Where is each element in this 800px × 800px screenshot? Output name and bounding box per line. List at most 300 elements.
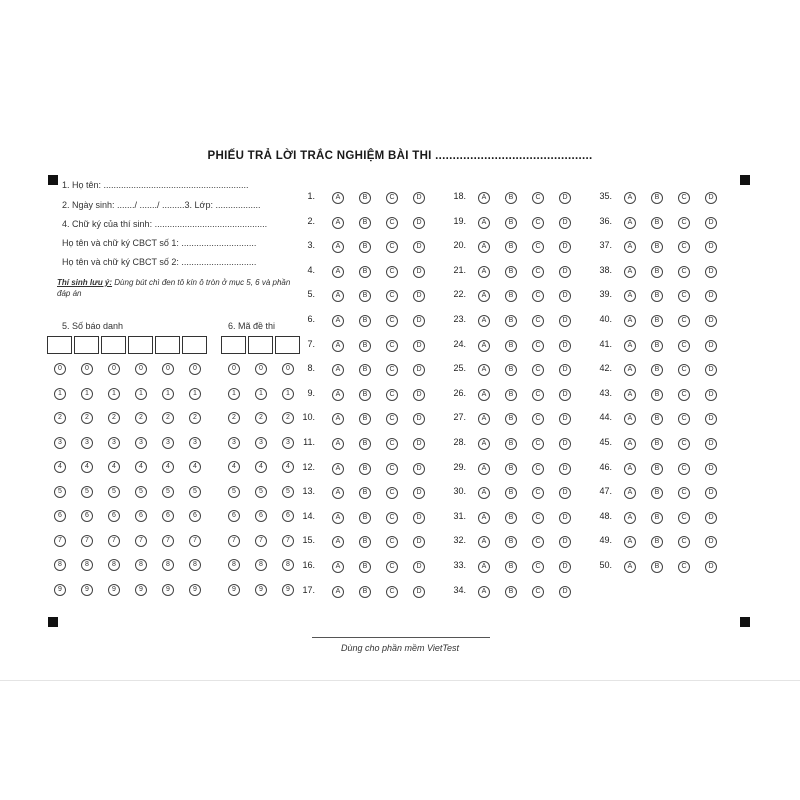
student-id-bubble[interactable]: 0 bbox=[189, 363, 201, 375]
student-id-bubble[interactable]: 1 bbox=[54, 388, 66, 400]
answer-bubble[interactable]: A bbox=[624, 217, 636, 229]
answer-bubble[interactable]: A bbox=[332, 586, 344, 598]
student-id-bubble[interactable]: 8 bbox=[81, 559, 93, 571]
answer-bubble[interactable]: C bbox=[386, 438, 398, 450]
student-id-bubble[interactable]: 5 bbox=[189, 486, 201, 498]
answer-bubble[interactable]: A bbox=[478, 192, 490, 204]
answer-bubble[interactable]: C bbox=[386, 586, 398, 598]
answer-bubble[interactable]: A bbox=[478, 266, 490, 278]
answer-bubble[interactable]: C bbox=[678, 512, 690, 524]
answer-bubble[interactable]: A bbox=[478, 241, 490, 253]
answer-bubble[interactable]: A bbox=[478, 536, 490, 548]
answer-bubble[interactable]: A bbox=[478, 217, 490, 229]
answer-bubble[interactable]: A bbox=[624, 536, 636, 548]
answer-bubble[interactable]: A bbox=[478, 487, 490, 499]
answer-bubble[interactable]: B bbox=[505, 192, 517, 204]
student-id-box[interactable] bbox=[155, 336, 180, 354]
answer-bubble[interactable]: D bbox=[705, 389, 717, 401]
answer-bubble[interactable]: D bbox=[559, 340, 571, 352]
answer-bubble[interactable]: C bbox=[678, 364, 690, 376]
student-id-bubble[interactable]: 3 bbox=[189, 437, 201, 449]
answer-bubble[interactable]: D bbox=[413, 413, 425, 425]
answer-bubble[interactable]: A bbox=[332, 364, 344, 376]
answer-bubble[interactable]: C bbox=[678, 561, 690, 573]
exam-code-bubble[interactable]: 8 bbox=[255, 559, 267, 571]
answer-bubble[interactable]: B bbox=[359, 217, 371, 229]
answer-bubble[interactable]: D bbox=[413, 364, 425, 376]
student-id-bubble[interactable]: 0 bbox=[54, 363, 66, 375]
answer-bubble[interactable]: A bbox=[332, 463, 344, 475]
answer-bubble[interactable]: B bbox=[359, 512, 371, 524]
student-id-box[interactable] bbox=[101, 336, 126, 354]
answer-bubble[interactable]: B bbox=[359, 413, 371, 425]
answer-bubble[interactable]: D bbox=[705, 438, 717, 450]
answer-bubble[interactable]: A bbox=[478, 290, 490, 302]
answer-bubble[interactable]: D bbox=[413, 487, 425, 499]
student-id-bubble[interactable]: 1 bbox=[108, 388, 120, 400]
student-id-bubble[interactable]: 2 bbox=[108, 412, 120, 424]
answer-bubble[interactable]: C bbox=[386, 266, 398, 278]
student-id-box[interactable] bbox=[182, 336, 207, 354]
student-id-bubble[interactable]: 4 bbox=[135, 461, 147, 473]
answer-bubble[interactable]: C bbox=[678, 463, 690, 475]
answer-bubble[interactable]: B bbox=[505, 487, 517, 499]
answer-bubble[interactable]: C bbox=[532, 266, 544, 278]
answer-bubble[interactable]: A bbox=[478, 438, 490, 450]
answer-bubble[interactable]: D bbox=[705, 364, 717, 376]
exam-code-bubble[interactable]: 4 bbox=[282, 461, 294, 473]
answer-bubble[interactable]: D bbox=[705, 487, 717, 499]
answer-bubble[interactable]: B bbox=[359, 561, 371, 573]
answer-bubble[interactable]: D bbox=[559, 364, 571, 376]
answer-bubble[interactable]: B bbox=[651, 241, 663, 253]
student-id-bubble[interactable]: 2 bbox=[162, 412, 174, 424]
exam-code-bubble[interactable]: 3 bbox=[255, 437, 267, 449]
exam-code-bubble[interactable]: 2 bbox=[228, 412, 240, 424]
answer-bubble[interactable]: D bbox=[559, 315, 571, 327]
answer-bubble[interactable]: C bbox=[678, 438, 690, 450]
answer-bubble[interactable]: D bbox=[559, 217, 571, 229]
answer-bubble[interactable]: A bbox=[624, 266, 636, 278]
answer-bubble[interactable]: A bbox=[624, 438, 636, 450]
answer-bubble[interactable]: A bbox=[478, 364, 490, 376]
answer-bubble[interactable]: B bbox=[651, 340, 663, 352]
exam-code-bubble[interactable]: 5 bbox=[282, 486, 294, 498]
exam-code-bubble[interactable]: 5 bbox=[228, 486, 240, 498]
student-id-bubble[interactable]: 3 bbox=[54, 437, 66, 449]
answer-bubble[interactable]: D bbox=[413, 217, 425, 229]
answer-bubble[interactable]: C bbox=[386, 389, 398, 401]
answer-bubble[interactable]: C bbox=[532, 487, 544, 499]
answer-bubble[interactable]: D bbox=[705, 241, 717, 253]
answer-bubble[interactable]: C bbox=[678, 315, 690, 327]
answer-bubble[interactable]: C bbox=[386, 463, 398, 475]
answer-bubble[interactable]: D bbox=[559, 561, 571, 573]
answer-bubble[interactable]: C bbox=[678, 389, 690, 401]
answer-bubble[interactable]: A bbox=[332, 512, 344, 524]
student-id-bubble[interactable]: 4 bbox=[162, 461, 174, 473]
answer-bubble[interactable]: C bbox=[386, 413, 398, 425]
student-id-bubble[interactable]: 9 bbox=[189, 584, 201, 596]
answer-bubble[interactable]: B bbox=[359, 315, 371, 327]
student-id-bubble[interactable]: 6 bbox=[162, 510, 174, 522]
student-id-bubble[interactable]: 6 bbox=[54, 510, 66, 522]
answer-bubble[interactable]: B bbox=[651, 561, 663, 573]
answer-bubble[interactable]: A bbox=[332, 192, 344, 204]
answer-bubble[interactable]: B bbox=[505, 315, 517, 327]
answer-bubble[interactable]: A bbox=[332, 217, 344, 229]
answer-bubble[interactable]: B bbox=[359, 487, 371, 499]
answer-bubble[interactable]: C bbox=[678, 241, 690, 253]
answer-bubble[interactable]: D bbox=[413, 389, 425, 401]
exam-code-bubble[interactable]: 8 bbox=[228, 559, 240, 571]
answer-bubble[interactable]: D bbox=[413, 266, 425, 278]
answer-bubble[interactable]: C bbox=[532, 241, 544, 253]
answer-bubble[interactable]: B bbox=[359, 586, 371, 598]
candidate-note bbox=[57, 277, 297, 299]
answer-bubble[interactable]: A bbox=[624, 340, 636, 352]
student-id-box[interactable] bbox=[128, 336, 153, 354]
answer-bubble[interactable]: D bbox=[705, 463, 717, 475]
exam-code-bubble[interactable]: 7 bbox=[282, 535, 294, 547]
student-id-bubble[interactable]: 9 bbox=[162, 584, 174, 596]
answer-bubble[interactable]: B bbox=[505, 290, 517, 302]
answer-bubble[interactable]: D bbox=[413, 438, 425, 450]
student-id-bubble[interactable]: 3 bbox=[162, 437, 174, 449]
answer-bubble[interactable]: B bbox=[505, 241, 517, 253]
answer-bubble[interactable]: B bbox=[651, 536, 663, 548]
student-id-bubble[interactable]: 5 bbox=[162, 486, 174, 498]
answer-bubble[interactable]: B bbox=[505, 536, 517, 548]
answer-bubble[interactable]: A bbox=[624, 192, 636, 204]
answer-bubble[interactable]: D bbox=[705, 561, 717, 573]
student-id-bubble[interactable]: 3 bbox=[108, 437, 120, 449]
student-id-bubble[interactable]: 9 bbox=[135, 584, 147, 596]
answer-bubble[interactable]: C bbox=[532, 192, 544, 204]
answer-bubble[interactable]: D bbox=[559, 192, 571, 204]
exam-code-bubble[interactable]: 5 bbox=[255, 486, 267, 498]
answer-bubble[interactable]: C bbox=[386, 315, 398, 327]
answer-bubble[interactable]: B bbox=[651, 315, 663, 327]
exam-code-bubble[interactable]: 6 bbox=[282, 510, 294, 522]
answer-bubble[interactable]: B bbox=[651, 487, 663, 499]
student-id-bubble[interactable]: 4 bbox=[108, 461, 120, 473]
student-id-bubble[interactable]: 4 bbox=[54, 461, 66, 473]
student-id-bubble[interactable]: 6 bbox=[189, 510, 201, 522]
answer-bubble[interactable]: C bbox=[532, 389, 544, 401]
answer-bubble[interactable]: D bbox=[559, 463, 571, 475]
answer-bubble[interactable]: A bbox=[332, 438, 344, 450]
student-id-bubble[interactable]: 8 bbox=[54, 559, 66, 571]
student-id-bubble[interactable]: 9 bbox=[108, 584, 120, 596]
answer-bubble[interactable]: A bbox=[332, 561, 344, 573]
answer-bubble[interactable]: D bbox=[559, 241, 571, 253]
answer-bubble[interactable]: A bbox=[624, 315, 636, 327]
answer-bubble[interactable]: C bbox=[386, 487, 398, 499]
answer-bubble[interactable]: B bbox=[651, 512, 663, 524]
answer-bubble[interactable]: D bbox=[705, 290, 717, 302]
answer-bubble[interactable]: C bbox=[678, 487, 690, 499]
answer-bubble[interactable]: B bbox=[505, 364, 517, 376]
answer-bubble[interactable]: A bbox=[332, 241, 344, 253]
answer-bubble[interactable]: D bbox=[559, 586, 571, 598]
answer-bubble[interactable]: D bbox=[705, 266, 717, 278]
exam-code-bubble[interactable]: 9 bbox=[255, 584, 267, 596]
answer-bubble[interactable]: B bbox=[505, 512, 517, 524]
answer-bubble[interactable]: B bbox=[359, 192, 371, 204]
answer-bubble[interactable]: A bbox=[332, 315, 344, 327]
exam-code-bubble[interactable]: 4 bbox=[255, 461, 267, 473]
answer-bubble[interactable]: D bbox=[413, 586, 425, 598]
student-id-bubble[interactable]: 3 bbox=[81, 437, 93, 449]
answer-bubble[interactable]: B bbox=[359, 364, 371, 376]
student-id-bubble[interactable]: 4 bbox=[81, 461, 93, 473]
answer-bubble[interactable]: B bbox=[359, 438, 371, 450]
answer-bubble[interactable]: B bbox=[359, 290, 371, 302]
answer-bubble[interactable]: A bbox=[332, 413, 344, 425]
answer-bubble[interactable]: A bbox=[478, 389, 490, 401]
answer-bubble[interactable]: D bbox=[413, 315, 425, 327]
answer-bubble[interactable]: B bbox=[359, 340, 371, 352]
answer-bubble[interactable]: B bbox=[505, 217, 517, 229]
student-id-bubble[interactable]: 5 bbox=[135, 486, 147, 498]
answer-bubble[interactable]: D bbox=[559, 413, 571, 425]
student-id-bubble[interactable]: 4 bbox=[189, 461, 201, 473]
student-id-bubble[interactable]: 7 bbox=[54, 535, 66, 547]
answer-bubble[interactable]: B bbox=[359, 241, 371, 253]
answer-bubble[interactable]: A bbox=[624, 512, 636, 524]
answer-bubble[interactable]: D bbox=[413, 290, 425, 302]
answer-bubble[interactable]: C bbox=[386, 561, 398, 573]
student-id-bubble[interactable]: 2 bbox=[81, 412, 93, 424]
answer-bubble[interactable]: C bbox=[386, 290, 398, 302]
answer-bubble[interactable]: A bbox=[332, 266, 344, 278]
student-id-bubble[interactable]: 1 bbox=[81, 388, 93, 400]
student-id-bubble[interactable]: 9 bbox=[81, 584, 93, 596]
answer-bubble[interactable]: B bbox=[651, 266, 663, 278]
student-id-bubble[interactable]: 8 bbox=[189, 559, 201, 571]
student-id-bubble[interactable]: 2 bbox=[54, 412, 66, 424]
answer-bubble[interactable]: B bbox=[359, 389, 371, 401]
answer-bubble[interactable]: A bbox=[624, 487, 636, 499]
exam-code-bubble[interactable]: 3 bbox=[228, 437, 240, 449]
answer-bubble[interactable]: B bbox=[651, 413, 663, 425]
answer-bubble[interactable]: B bbox=[359, 536, 371, 548]
student-id-bubble[interactable]: 5 bbox=[81, 486, 93, 498]
answer-bubble[interactable]: D bbox=[705, 340, 717, 352]
answer-bubble[interactable]: C bbox=[386, 536, 398, 548]
exam-code-bubble[interactable]: 1 bbox=[255, 388, 267, 400]
student-id-bubble[interactable]: 8 bbox=[162, 559, 174, 571]
student-id-bubble[interactable]: 1 bbox=[135, 388, 147, 400]
answer-bubble[interactable]: C bbox=[532, 561, 544, 573]
answer-bubble[interactable]: D bbox=[413, 463, 425, 475]
answer-bubble[interactable]: B bbox=[505, 389, 517, 401]
answer-bubble[interactable]: D bbox=[705, 192, 717, 204]
answer-bubble[interactable]: C bbox=[678, 217, 690, 229]
answer-bubble[interactable]: A bbox=[478, 340, 490, 352]
answer-bubble[interactable]: C bbox=[532, 536, 544, 548]
answer-bubble[interactable]: C bbox=[532, 217, 544, 229]
student-id-bubble[interactable]: 6 bbox=[81, 510, 93, 522]
exam-code-bubble[interactable]: 9 bbox=[282, 584, 294, 596]
answer-bubble[interactable]: A bbox=[332, 536, 344, 548]
exam-code-bubble[interactable]: 0 bbox=[282, 363, 294, 375]
answer-bubble[interactable]: C bbox=[532, 463, 544, 475]
answer-bubble[interactable]: D bbox=[705, 315, 717, 327]
exam-code-bubble[interactable]: 6 bbox=[228, 510, 240, 522]
answer-bubble[interactable]: C bbox=[678, 192, 690, 204]
answer-bubble[interactable]: B bbox=[505, 586, 517, 598]
answer-bubble[interactable]: A bbox=[624, 463, 636, 475]
answer-bubble[interactable]: C bbox=[532, 438, 544, 450]
exam-code-bubble[interactable]: 9 bbox=[228, 584, 240, 596]
answer-bubble[interactable]: A bbox=[478, 512, 490, 524]
exam-code-bubble[interactable]: 8 bbox=[282, 559, 294, 571]
exam-code-bubble[interactable]: 1 bbox=[228, 388, 240, 400]
exam-code-bubble[interactable]: 4 bbox=[228, 461, 240, 473]
answer-bubble[interactable]: B bbox=[651, 463, 663, 475]
answer-bubble[interactable]: C bbox=[678, 340, 690, 352]
answer-bubble[interactable]: D bbox=[559, 389, 571, 401]
exam-code-bubble[interactable]: 7 bbox=[255, 535, 267, 547]
answer-bubble[interactable]: A bbox=[624, 241, 636, 253]
student-id-bubble[interactable]: 8 bbox=[108, 559, 120, 571]
answer-bubble[interactable]: C bbox=[386, 192, 398, 204]
answer-bubble[interactable]: B bbox=[505, 266, 517, 278]
answer-bubble[interactable]: D bbox=[413, 192, 425, 204]
answer-bubble[interactable]: B bbox=[651, 438, 663, 450]
student-id-box[interactable] bbox=[74, 336, 99, 354]
student-id-bubble[interactable]: 8 bbox=[135, 559, 147, 571]
answer-bubble[interactable]: A bbox=[332, 340, 344, 352]
exam-code-bubble[interactable]: 7 bbox=[228, 535, 240, 547]
student-id-box[interactable] bbox=[47, 336, 72, 354]
answer-bubble[interactable]: C bbox=[678, 536, 690, 548]
student-id-bubble[interactable]: 5 bbox=[108, 486, 120, 498]
exam-code-box[interactable] bbox=[221, 336, 246, 354]
student-id-bubble[interactable]: 1 bbox=[162, 388, 174, 400]
answer-bubble[interactable]: B bbox=[505, 340, 517, 352]
student-id-bubble[interactable]: 2 bbox=[135, 412, 147, 424]
answer-bubble[interactable]: D bbox=[705, 217, 717, 229]
answer-bubble[interactable]: C bbox=[532, 364, 544, 376]
student-id-bubble[interactable]: 7 bbox=[108, 535, 120, 547]
answer-bubble[interactable]: D bbox=[559, 487, 571, 499]
answer-bubble[interactable]: B bbox=[359, 266, 371, 278]
student-id-bubble[interactable]: 6 bbox=[135, 510, 147, 522]
student-id-bubble[interactable]: 0 bbox=[135, 363, 147, 375]
student-id-bubble[interactable]: 0 bbox=[108, 363, 120, 375]
student-id-bubble[interactable]: 1 bbox=[189, 388, 201, 400]
answer-bubble[interactable]: C bbox=[386, 364, 398, 376]
answer-bubble[interactable]: B bbox=[651, 364, 663, 376]
answer-bubble[interactable]: A bbox=[624, 364, 636, 376]
answer-bubble[interactable]: C bbox=[678, 266, 690, 278]
student-id-bubble[interactable]: 7 bbox=[189, 535, 201, 547]
question-number: 25. bbox=[453, 363, 466, 374]
answer-bubble[interactable]: B bbox=[651, 217, 663, 229]
answer-bubble[interactable]: D bbox=[559, 512, 571, 524]
answer-bubble[interactable]: A bbox=[478, 413, 490, 425]
answer-bubble[interactable]: C bbox=[386, 512, 398, 524]
answer-bubble[interactable]: B bbox=[505, 438, 517, 450]
answer-bubble[interactable]: C bbox=[532, 413, 544, 425]
answer-bubble[interactable]: A bbox=[624, 561, 636, 573]
student-id-bubble[interactable]: 0 bbox=[162, 363, 174, 375]
answer-bubble[interactable]: D bbox=[413, 512, 425, 524]
answer-bubble[interactable]: B bbox=[359, 463, 371, 475]
student-id-bubble[interactable]: 7 bbox=[162, 535, 174, 547]
answer-bubble[interactable]: A bbox=[478, 315, 490, 327]
exam-code-bubble[interactable]: 6 bbox=[255, 510, 267, 522]
answer-bubble[interactable]: A bbox=[478, 561, 490, 573]
exam-code-bubble[interactable]: 0 bbox=[255, 363, 267, 375]
student-id-bubble[interactable]: 3 bbox=[135, 437, 147, 449]
answer-bubble[interactable]: A bbox=[478, 586, 490, 598]
answer-bubble[interactable]: D bbox=[705, 512, 717, 524]
answer-bubble[interactable]: B bbox=[651, 389, 663, 401]
answer-bubble[interactable]: D bbox=[705, 413, 717, 425]
answer-bubble[interactable]: D bbox=[705, 536, 717, 548]
answer-bubble[interactable]: D bbox=[559, 438, 571, 450]
student-id-bubble[interactable]: 6 bbox=[108, 510, 120, 522]
answer-bubble[interactable]: A bbox=[624, 389, 636, 401]
exam-code-bubble[interactable]: 2 bbox=[282, 412, 294, 424]
answer-bubble[interactable]: B bbox=[651, 192, 663, 204]
answer-bubble[interactable]: C bbox=[532, 340, 544, 352]
answer-bubble[interactable]: A bbox=[624, 413, 636, 425]
answer-bubble[interactable]: C bbox=[532, 315, 544, 327]
answer-bubble[interactable]: D bbox=[413, 536, 425, 548]
answer-bubble[interactable]: C bbox=[678, 413, 690, 425]
answer-bubble[interactable]: C bbox=[386, 340, 398, 352]
student-id-bubble[interactable]: 2 bbox=[189, 412, 201, 424]
answer-bubble[interactable]: C bbox=[532, 586, 544, 598]
answer-bubble[interactable]: C bbox=[386, 217, 398, 229]
exam-code-bubble[interactable]: 2 bbox=[255, 412, 267, 424]
student-id-bubble[interactable]: 9 bbox=[54, 584, 66, 596]
answer-bubble[interactable]: A bbox=[332, 290, 344, 302]
answer-bubble[interactable]: A bbox=[478, 463, 490, 475]
exam-code-bubble[interactable]: 1 bbox=[282, 388, 294, 400]
exam-code-bubble[interactable]: 0 bbox=[228, 363, 240, 375]
answer-bubble[interactable]: D bbox=[413, 561, 425, 573]
student-id-bubble[interactable]: 0 bbox=[81, 363, 93, 375]
answer-bubble[interactable]: A bbox=[332, 487, 344, 499]
exam-code-box[interactable] bbox=[248, 336, 273, 354]
answer-bubble[interactable]: B bbox=[505, 413, 517, 425]
answer-bubble[interactable]: C bbox=[532, 512, 544, 524]
answer-bubble[interactable]: D bbox=[413, 340, 425, 352]
answer-bubble[interactable]: B bbox=[651, 290, 663, 302]
student-id-bubble[interactable]: 7 bbox=[81, 535, 93, 547]
answer-bubble[interactable]: D bbox=[559, 266, 571, 278]
answer-bubble[interactable]: C bbox=[678, 290, 690, 302]
answer-bubble[interactable]: A bbox=[624, 290, 636, 302]
answer-bubble[interactable]: C bbox=[386, 241, 398, 253]
answer-bubble[interactable]: D bbox=[559, 290, 571, 302]
exam-code-bubble[interactable]: 3 bbox=[282, 437, 294, 449]
answer-bubble[interactable]: C bbox=[532, 290, 544, 302]
answer-bubble[interactable]: B bbox=[505, 463, 517, 475]
student-id-bubble[interactable]: 7 bbox=[135, 535, 147, 547]
answer-bubble[interactable]: D bbox=[559, 536, 571, 548]
answer-bubble[interactable]: A bbox=[332, 389, 344, 401]
answer-bubble[interactable]: D bbox=[413, 241, 425, 253]
answer-bubble[interactable]: B bbox=[505, 561, 517, 573]
student-id-bubble[interactable]: 5 bbox=[54, 486, 66, 498]
